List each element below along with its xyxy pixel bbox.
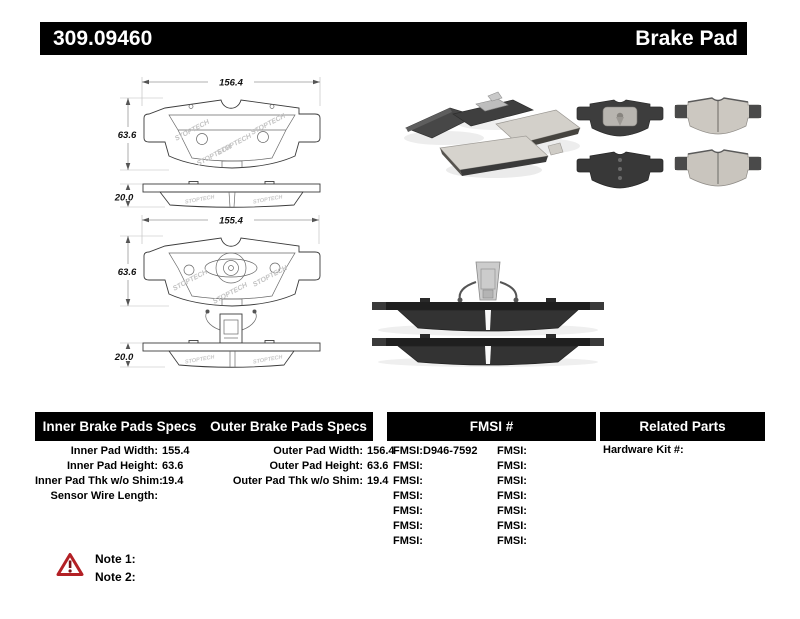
spec-value: 155.4 [162, 445, 190, 457]
spec-value: 156.4 [367, 445, 395, 457]
spec-label: Outer Pad Thk w/o Shim: [232, 475, 363, 487]
fmsi-label: FMSI: [393, 535, 423, 547]
fmsi-label: FMSI: [393, 475, 423, 487]
spec-value: 19.4 [162, 475, 184, 487]
fmsi-label: FMSI: [497, 475, 527, 487]
product-photo-edge-view [360, 252, 616, 367]
product-photo-angled-set [398, 86, 588, 191]
spec-label: Inner Pad Height: [66, 460, 158, 472]
fmsi-value [527, 534, 587, 549]
outer-pad-side-view [114, 182, 320, 208]
fmsi-label: FMSI: [497, 490, 527, 502]
watermark: STOPTECH [215, 132, 253, 157]
fmsi-label: FMSI: [497, 460, 527, 472]
watermark: STOPTECH [252, 194, 284, 206]
fmsi-value [527, 504, 587, 519]
technical-drawing-diagram [103, 70, 365, 382]
watermark: STOPTECH [184, 354, 216, 366]
fmsi-label: FMSI: [497, 505, 527, 517]
fmsi-value [527, 489, 587, 504]
note-2-label: Note 2: [95, 570, 136, 584]
fmsi-value [423, 459, 497, 474]
related-parts-title: Related Parts [639, 419, 726, 434]
fmsi-value [423, 489, 497, 504]
outer-pad-width-dimension: 156.4 [219, 77, 243, 89]
watermark: STOPTECH [249, 112, 287, 137]
watermark: STOPTECH [251, 264, 289, 289]
fmsi-title: FMSI # [469, 419, 514, 434]
inner-pad-height-dimension: 63.6 [117, 267, 137, 278]
spec-label: Outer Pad Height: [269, 460, 363, 472]
fmsi-label: FMSI: [497, 520, 527, 532]
product-photo-front-back-pairs [572, 86, 764, 198]
title-bar [40, 22, 747, 55]
pad-friction-bottom [675, 150, 761, 186]
related-parts-body [603, 444, 684, 456]
inner-pad-side-view [114, 310, 320, 368]
watermark: STOPTECH [173, 118, 211, 143]
fmsi-label: FMSI: [393, 460, 423, 472]
pad-backing-bottom [577, 152, 663, 188]
spec-value: 63.6 [367, 460, 389, 472]
product-type-title: Brake Pad [635, 26, 738, 50]
fmsi-label: FMSI: [497, 535, 527, 547]
watermark: STOPTECH [195, 143, 233, 168]
spec-value: 63.6 [162, 460, 184, 472]
fmsi-value [527, 459, 587, 474]
inner-pad-front-view [118, 215, 320, 306]
spec-value [162, 489, 222, 504]
inner-pad-thickness-dimension: 20.0 [114, 352, 134, 363]
spec-label: Inner Pad Thk w/o Shim: [35, 475, 163, 487]
fmsi-value [527, 474, 587, 489]
outer-pad-thickness-dimension: 20.0 [114, 192, 134, 204]
fmsi-value [527, 519, 587, 534]
part-number: 309.09460 [53, 26, 153, 50]
warning-triangle-icon [56, 552, 84, 578]
fmsi-value: D946-7592 [423, 445, 478, 457]
inner-pad-specs-list [35, 444, 222, 504]
watermark: STOPTECH [252, 354, 284, 366]
fmsi-value [423, 519, 497, 534]
inner-pad-width-dimension: 155.4 [219, 215, 243, 227]
inner-specs-title: Inner Brake Pads Specs [42, 419, 197, 434]
spec-value: 19.4 [367, 475, 389, 487]
fmsi-label: FMSI: [393, 445, 423, 457]
fmsi-label: FMSI: [393, 490, 423, 502]
pad-backing-top [577, 100, 663, 136]
hardware-kit-label: Hardware Kit #: [603, 444, 684, 456]
fmsi-label: FMSI: [393, 505, 423, 517]
fmsi-value [423, 474, 497, 489]
spec-label: Inner Pad Width: [70, 445, 158, 457]
watermark: STOPTECH [211, 281, 249, 306]
fmsi-value [423, 504, 497, 519]
related-parts-header-bar [600, 412, 765, 441]
watermark: STOPTECH [171, 268, 209, 293]
fmsi-label: FMSI: [393, 520, 423, 532]
fmsi-numbers-list [393, 444, 587, 549]
retaining-clip [458, 262, 519, 303]
outer-specs-title: Outer Brake Pads Specs [210, 419, 367, 434]
specs-header-bar [35, 412, 373, 441]
spec-label: Sensor Wire Length: [50, 490, 158, 502]
spec-label: Outer Pad Width: [273, 445, 363, 457]
pad-friction-top [675, 98, 761, 134]
outer-pad-height-dimension: 63.6 [117, 130, 137, 141]
fmsi-value [423, 534, 497, 549]
fmsi-value [527, 444, 587, 459]
watermark: STOPTECH [184, 194, 216, 206]
note-1-label: Note 1: [95, 552, 136, 566]
fmsi-label: FMSI: [497, 445, 527, 457]
fmsi-header-bar [387, 412, 596, 441]
outer-pad-front-view [118, 77, 320, 170]
